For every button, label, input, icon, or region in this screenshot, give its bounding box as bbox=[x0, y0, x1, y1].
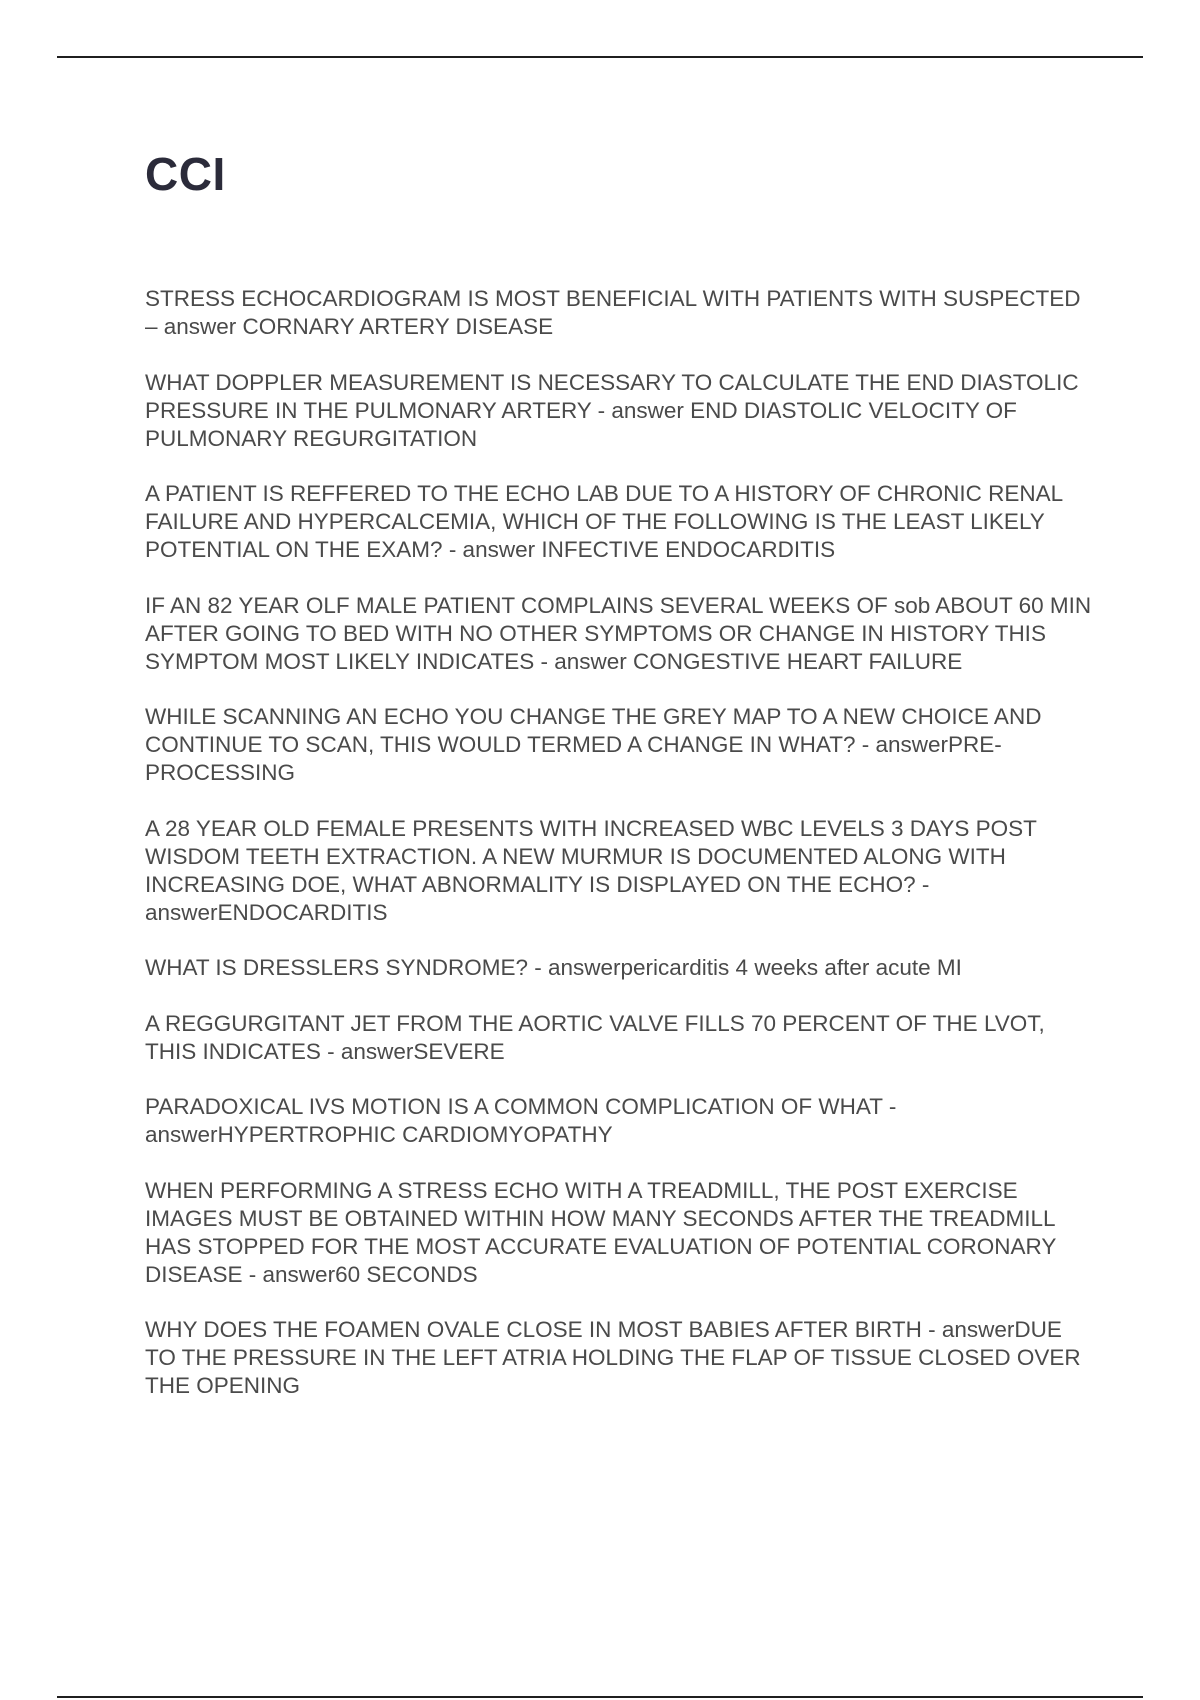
qa-item: PARADOXICAL IVS MOTION IS A COMMON COMPLICATION OF WHAT - answerHYPERTROPHIC CARDIOMYOPATHY bbox=[145, 1094, 897, 1147]
qa-item: WHAT DOPPLER MEASUREMENT IS NECESSARY TO CALCULATE THE END DIASTOLIC PRESSURE IN THE PULMONARY ARTERY - answer END DIASTOLIC VELOCITY OF PULMONARY REGURGITATION bbox=[145, 369, 1079, 451]
qa-item: WHAT IS DRESSLERS SYNDROME? - answerpericarditis 4 weeks after acute MI bbox=[145, 955, 962, 980]
bottom-rule bbox=[57, 1696, 1143, 1698]
qa-item: IF AN 82 YEAR OLF MALE PATIENT COMPLAINS SEVERAL WEEKS OF sob ABOUT 60 MIN AFTER GOING TO BED WITH NO OTHER SYMPTOMS OR CHANGE IN HISTORY THIS SYMPTOM MOST LIKELY INDICATES - answer CONGESTIVE HEART FAILURE bbox=[145, 592, 1092, 674]
qa-item: STRESS ECHOCARDIOGRAM IS MOST BENEFICIAL WITH PATIENTS WITH SUSPECTED – answer CORNARY ARTERY DISEASE bbox=[145, 286, 1081, 339]
qa-item: WHEN PERFORMING A STRESS ECHO WITH A TREADMILL, THE POST EXERCISE IMAGES MUST BE OBTAINED WITHIN HOW MANY SECONDS AFTER THE TREADMILL HAS STOPPED FOR THE MOST ACCURATE EVALUATION OF POTENTIAL CORONARY DISEASE - answer60 SECONDS bbox=[145, 1177, 1056, 1287]
qa-item: WHY DOES THE FOAMEN OVALE CLOSE IN MOST BABIES AFTER BIRTH - answerDUE TO THE PRESSURE IN THE LEFT ATRIA HOLDING THE FLAP OF TISSUE CLOSED OVER THE OPENING bbox=[145, 1317, 1081, 1398]
qa-item: A 28 YEAR OLD FEMALE PRESENTS WITH INCREASED WBC LEVELS 3 DAYS POST WISDOM TEETH EXTRACTION. A NEW MURMUR IS DOCUMENTED ALONG WITH INCREASING DOE, WHAT ABNORMALITY IS DISPLAYED ON THE ECHO? - answerENDOCARDITIS bbox=[145, 815, 1037, 925]
qa-item: A PATIENT IS REFFERED TO THE ECHO LAB DUE TO A HISTORY OF CHRONIC RENAL FAILURE AND HYPERCALCEMIA, WHICH OF THE FOLLOWING IS THE LEAST LIKELY POTENTIAL ON THE EXAM? - answer INFECTIVE ENDOCARDITIS bbox=[145, 481, 1063, 562]
qa-item: A REGGURGITANT JET FROM THE AORTIC VALVE FILLS 70 PERCENT OF THE LVOT, THIS INDICATES - answerSEVERE bbox=[145, 1010, 1045, 1064]
top-rule bbox=[57, 56, 1143, 58]
document-title: CCI bbox=[145, 148, 226, 200]
qa-list bbox=[145, 285, 1095, 1428]
qa-item: WHILE SCANNING AN ECHO YOU CHANGE THE GREY MAP TO A NEW CHOICE AND CONTINUE TO SCAN, THIS WOULD TERMED A CHANGE IN WHAT? - answerPRE-PROCESSING bbox=[145, 704, 1042, 785]
